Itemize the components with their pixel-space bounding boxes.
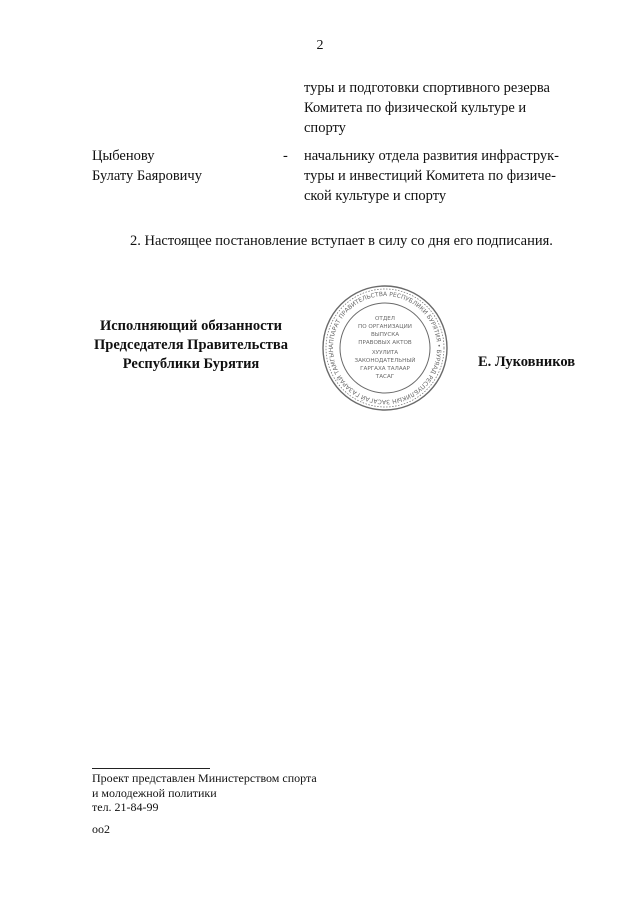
text-line: туры и инвестиций Комитета по физиче-: [304, 168, 556, 184]
seal-line: ОТДЕЛ: [375, 316, 395, 322]
appointee-surname: Цыбенову: [92, 148, 155, 164]
page-number: 2: [316, 38, 324, 53]
seal-ring-text: АППАРАТ ПРАВИТЕЛЬСТВА РЕСПУБЛИКИ БУРЯТИЯ • БУРЯАД РЕСПУБЛИКЫН ЗАСАГАЙ ГАЗАРАЙ ТАМГЫН: [327, 290, 443, 406]
seal-line: ЗАКОНОДАТЕЛЬНЫЙ: [354, 358, 416, 364]
seal-line: ГАРГАХА ТАЛААР: [360, 366, 410, 372]
signatory-title-line: Республики Бурятия: [122, 356, 260, 372]
seal-outer-ring: [323, 286, 447, 410]
footnote-line: тел. 21-84-99: [92, 800, 159, 814]
footnote-divider: [92, 768, 210, 769]
official-seal: [321, 284, 449, 412]
text-line: ской культуре и спорту: [304, 188, 447, 204]
seal-line: ВЫПУСКА: [370, 332, 400, 338]
document-code: оо2: [92, 822, 110, 836]
appointee-given-names: Булату Баяровичу: [92, 168, 202, 184]
text-line: Комитета по физической культуре и: [304, 100, 527, 116]
appointee-name: [92, 146, 202, 186]
seal-line: ТАСАГ: [375, 374, 395, 380]
signatory-title: [60, 317, 322, 374]
clause-2: 2. Настоящее постановление вступает в силу со дня его подписания.: [130, 233, 553, 249]
footnote-line: и молодежной политики: [92, 785, 217, 800]
signatory-title-line: Исполняющий обязанности: [99, 318, 283, 334]
seal-line: ПРАВОВЫХ АКТОВ: [358, 340, 412, 346]
seal-dotted-ring: [326, 289, 444, 407]
text-line: начальнику отдела развития инфраструк-: [304, 148, 560, 164]
footnote-line: Проект представлен Министерством спорта: [92, 771, 317, 785]
position-continuation: [304, 78, 574, 138]
text-line: туры и подготовки спортивного резерва: [304, 80, 550, 96]
signatory-title-line: Председателя Правительства: [94, 337, 288, 353]
seal-line: ПО ОРГАНИЗАЦИИ: [358, 324, 412, 330]
text-line: спорту: [304, 120, 346, 136]
seal-line: ХУУЛИТА: [371, 350, 399, 356]
footnote: [92, 771, 317, 815]
list-dash: -: [283, 148, 288, 164]
signer-name: Е. Луковников: [478, 354, 576, 370]
seal-stamp-icon: [321, 284, 449, 412]
appointee-position: [304, 146, 574, 206]
